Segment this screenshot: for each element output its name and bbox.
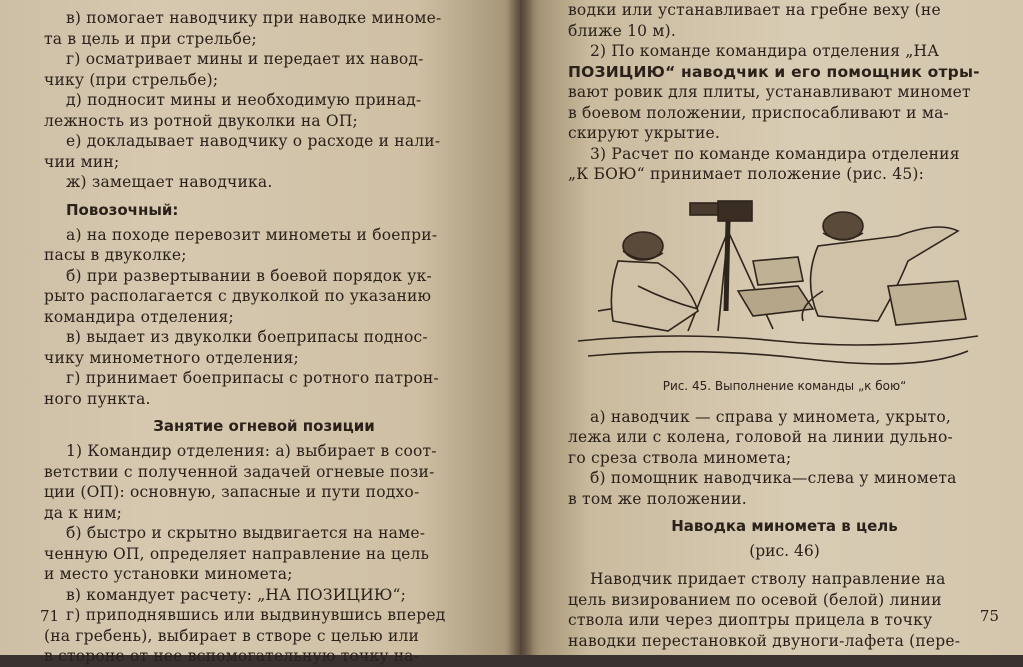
text-line: ближе 10 м). (568, 21, 676, 40)
text-line: чику минометного отделения; (44, 348, 299, 367)
section-heading-position: Занятие огневой позиции (153, 417, 375, 435)
text-line: да к ним; (44, 503, 123, 522)
text-line: чику (при стрельбе); (44, 70, 219, 89)
text-line: а) наводчик — справа у миномета, укрыто, (590, 407, 951, 426)
section-heading-aiming: Наводка миномета в цель (671, 517, 898, 535)
text-line: б) помощник наводчика—слева у миномета (590, 469, 957, 487)
text-line: цель визированием по осевой (белой) линии (568, 590, 942, 609)
right-page (520, 0, 1023, 655)
text-line: командира отделения; (44, 307, 234, 326)
text-line: пасы в двуколке; (44, 246, 187, 264)
text-line: ПОЗИЦИЮ“ наводчик и его помощник отры- (568, 62, 980, 81)
section-heading-driver: Повозочный: (66, 200, 179, 219)
book-gutter (508, 0, 534, 655)
section-subheading-aiming: (рис. 46) (749, 542, 820, 560)
position-instructions (44, 441, 484, 667)
mortar-crew-illustration (578, 191, 978, 371)
text-line: ции (ОП): основную, запасные и пути подхо- (44, 483, 420, 501)
text-line: „К БОЮ“ принимает положение (рис. 45): (568, 165, 925, 183)
crew-positions (568, 407, 1001, 510)
text-line: в) выдает из двуколки боеприпасы поднос- (66, 328, 428, 346)
text-line: 2) По команде командира отделения „НА (590, 42, 940, 60)
page-number-right: 75 (979, 607, 999, 625)
text-line: вают ровик для плиты, устанавливают миномет (568, 83, 971, 101)
text-line: б) при развертывании в боевой порядок ук- (66, 266, 432, 285)
text-line: в стороне от нее вспомогательную точку на- (44, 647, 420, 665)
text-line: го среза ствола миномета; (568, 448, 792, 467)
text-line: Наводчик придает стволу направление на (590, 570, 946, 588)
text-line: и место установки миномета; (44, 565, 293, 583)
text-line: рыто располагается с двуколкой по указанию (44, 287, 432, 305)
text-line: лежность из ротной двуколки на ОП; (44, 111, 358, 130)
driver-duties (44, 225, 484, 410)
text-line: наводки перестановкой двуноги-лафета (пере- (568, 631, 961, 650)
text-line: г) приподнявшись или выдвинувшись вперед (66, 606, 446, 624)
right-top-text (568, 0, 1001, 185)
text-line: б) быстро и скрытно выдвигается на наме- (66, 524, 426, 542)
text-line: 3) Расчет по команде командира отделения (590, 144, 960, 163)
text-line: в) командует расчету: „НА ПОЗИЦИЮ“; (66, 585, 407, 604)
text-line: в) помогает наводчику при наводке миноме- (66, 9, 442, 27)
text-line: лежа или с колена, головой на линии дульно- (568, 428, 953, 446)
left-top-text (44, 8, 484, 193)
text-line: водки или устанавливает на гребне веху (не (568, 1, 941, 19)
text-line: ж) замещает наводчика. (66, 173, 273, 191)
text-line: е) докладывает наводчику о расходе и нали- (66, 132, 441, 150)
text-line: а) на походе перевозит минометы и боепри- (66, 225, 438, 244)
aiming-instructions (568, 569, 1001, 651)
text-line: ствола или через диоптры прицела в точку (568, 611, 933, 629)
text-line: та в цель и при стрельбе; (44, 29, 257, 48)
figure-caption: Рис. 45. Выполнение команды „к бою“ (662, 378, 907, 393)
text-line: в том же положении. (568, 489, 747, 508)
text-line: ного пункта. (44, 389, 151, 408)
text-line: д) подносит мины и необходимую принад- (66, 91, 422, 109)
text-line: скируют укрытие. (568, 124, 721, 142)
text-line: г) осматривает мины и передает их навод- (66, 50, 424, 68)
page-number-left: 71 (40, 607, 60, 625)
text-line: (на гребень), выбирает в створе с целью или (44, 626, 420, 645)
text-line: в боевом положении, приспосабливают и ма- (568, 103, 949, 122)
text-line: 1) Командир отделения: а) выбирает в соот- (66, 442, 437, 460)
text-line: ветствии с полученной задачей огневые пози- (44, 462, 435, 481)
text-line: г) принимает боеприпасы с ротного патрон- (66, 369, 439, 387)
text-line: ченную ОП, определяет направление на цель (44, 544, 430, 563)
text-line: чии мин; (44, 152, 120, 171)
